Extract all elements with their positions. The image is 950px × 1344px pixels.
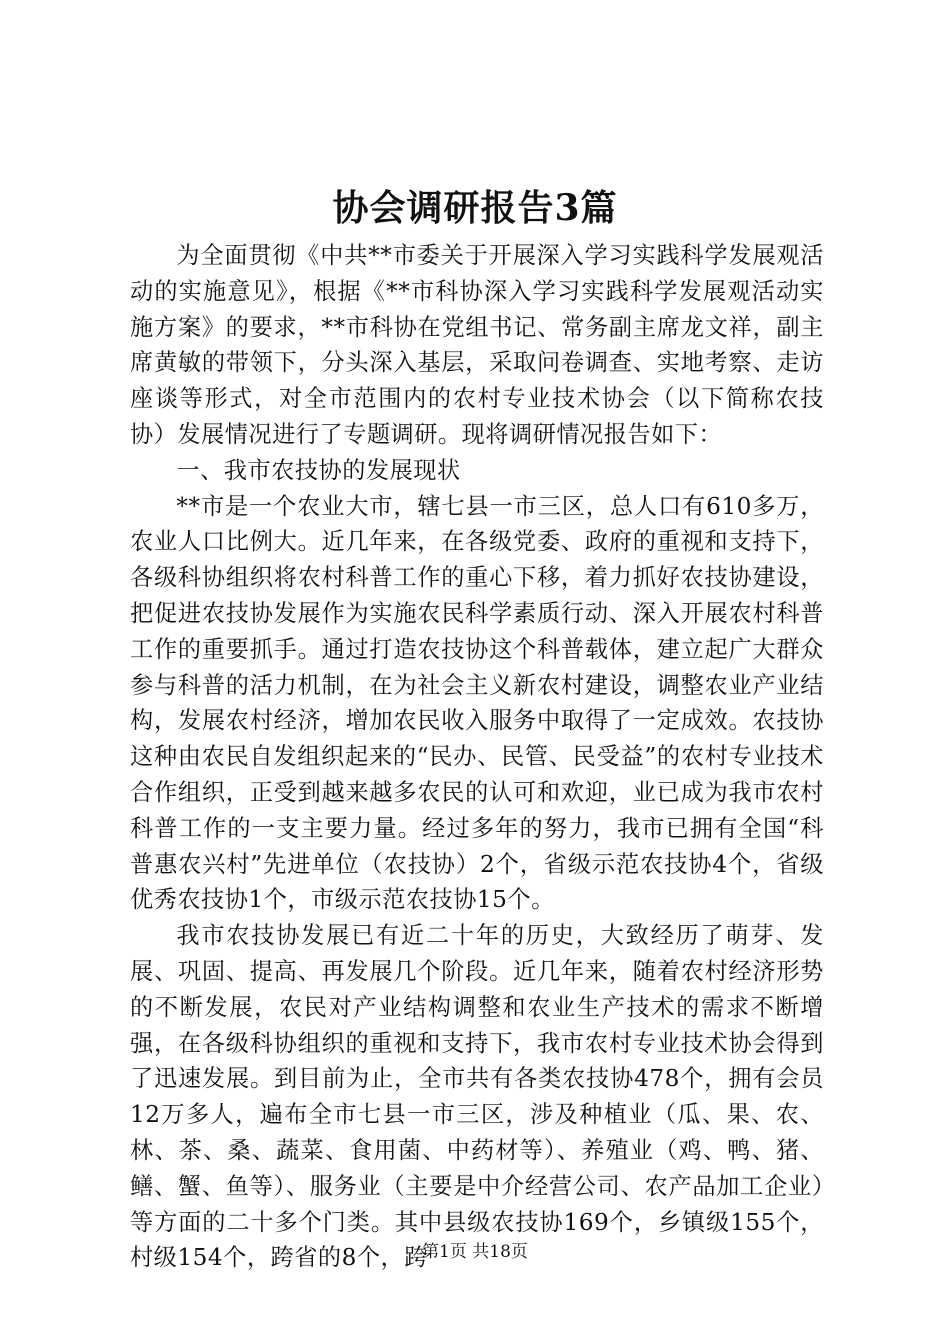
page-footer: 第1页 共18页 (422, 1242, 528, 1262)
paragraph-overview: **市是一个农业大市，辖七县一市三区，总人口有610多万，农业人口比例大。近几年来，在各级党委、政府的重视和支持下，各级科协组织将农村科普工作的重心下移，着力抓好农技协建设，把促进农技协发展作为实施农民科学素质行动、深入开展农村科普工作的重要抓手。通过打造农技协这个科普载体，建立起广大群众参与科普的活力机制，在为社会主义新农村建设，调整农业产业结构，发展农村经济，增加农民收入服务中取得了一定成效。农技协这种由农民自发组织起来的“民办、民管、民受益”的农村专业技术合作组织，正受到越来越多农民的认可和欢迎，业已成为我市农村科普工作的一支主要力量。经过多年的努力，我市已拥有全国“科普惠农兴村”先进单位（农技协）2个，省级示范农技协4个，省级优秀农技协1个，市级示范农技协15个。 (130, 492, 824, 914)
document-body (130, 238, 824, 1276)
section-heading: 一、我市农技协的发展现状 (176, 456, 461, 484)
paragraph-history: 我市农技协发展已有近二十年的历史，大致经历了萌芽、发展、巩固、提高、再发展几个阶段。近几年来，随着农村经济形势的不断发展，农民对产业结构调整和农业生产技术的需求不断增强，在各级科协组织的重视和支持下，我市农村专业技术协会得到了迅速发展。到目前为止，全市共有各类农技协478个，拥有会员12万多人，遍布全市七县一市三区，涉及种植业（瓜、果、农、林、茶、桑、蔬菜、食用菌、中药材等）、养殖业（鸡、鸭、猪、鳝、蟹、鱼等）、服务业（主要是中介经营公司、农产品加工企业）等方面的二十多个门类。其中县级农技协169个，乡镇级155个，村级154个，跨省的8个，跨 (130, 922, 824, 1272)
paragraph-intro: 为全面贯彻《中共**市委关于开展深入学习实践科学发展观活动的实施意见》，根据《**市科协深入学习实践科学发展观活动实施方案》的要求，**市科协在党组书记、常务副主席龙文祥，副主席黄敏的带领下，分头深入基层，采取问卷调查、实地考察、走访座谈等形式，对全市范围内的农村专业技术协会（以下简称农技协）发展情况进行了专题调研。现将调研情况报告如下： (130, 242, 824, 448)
document-title: 协会调研报告3篇 (332, 187, 618, 229)
